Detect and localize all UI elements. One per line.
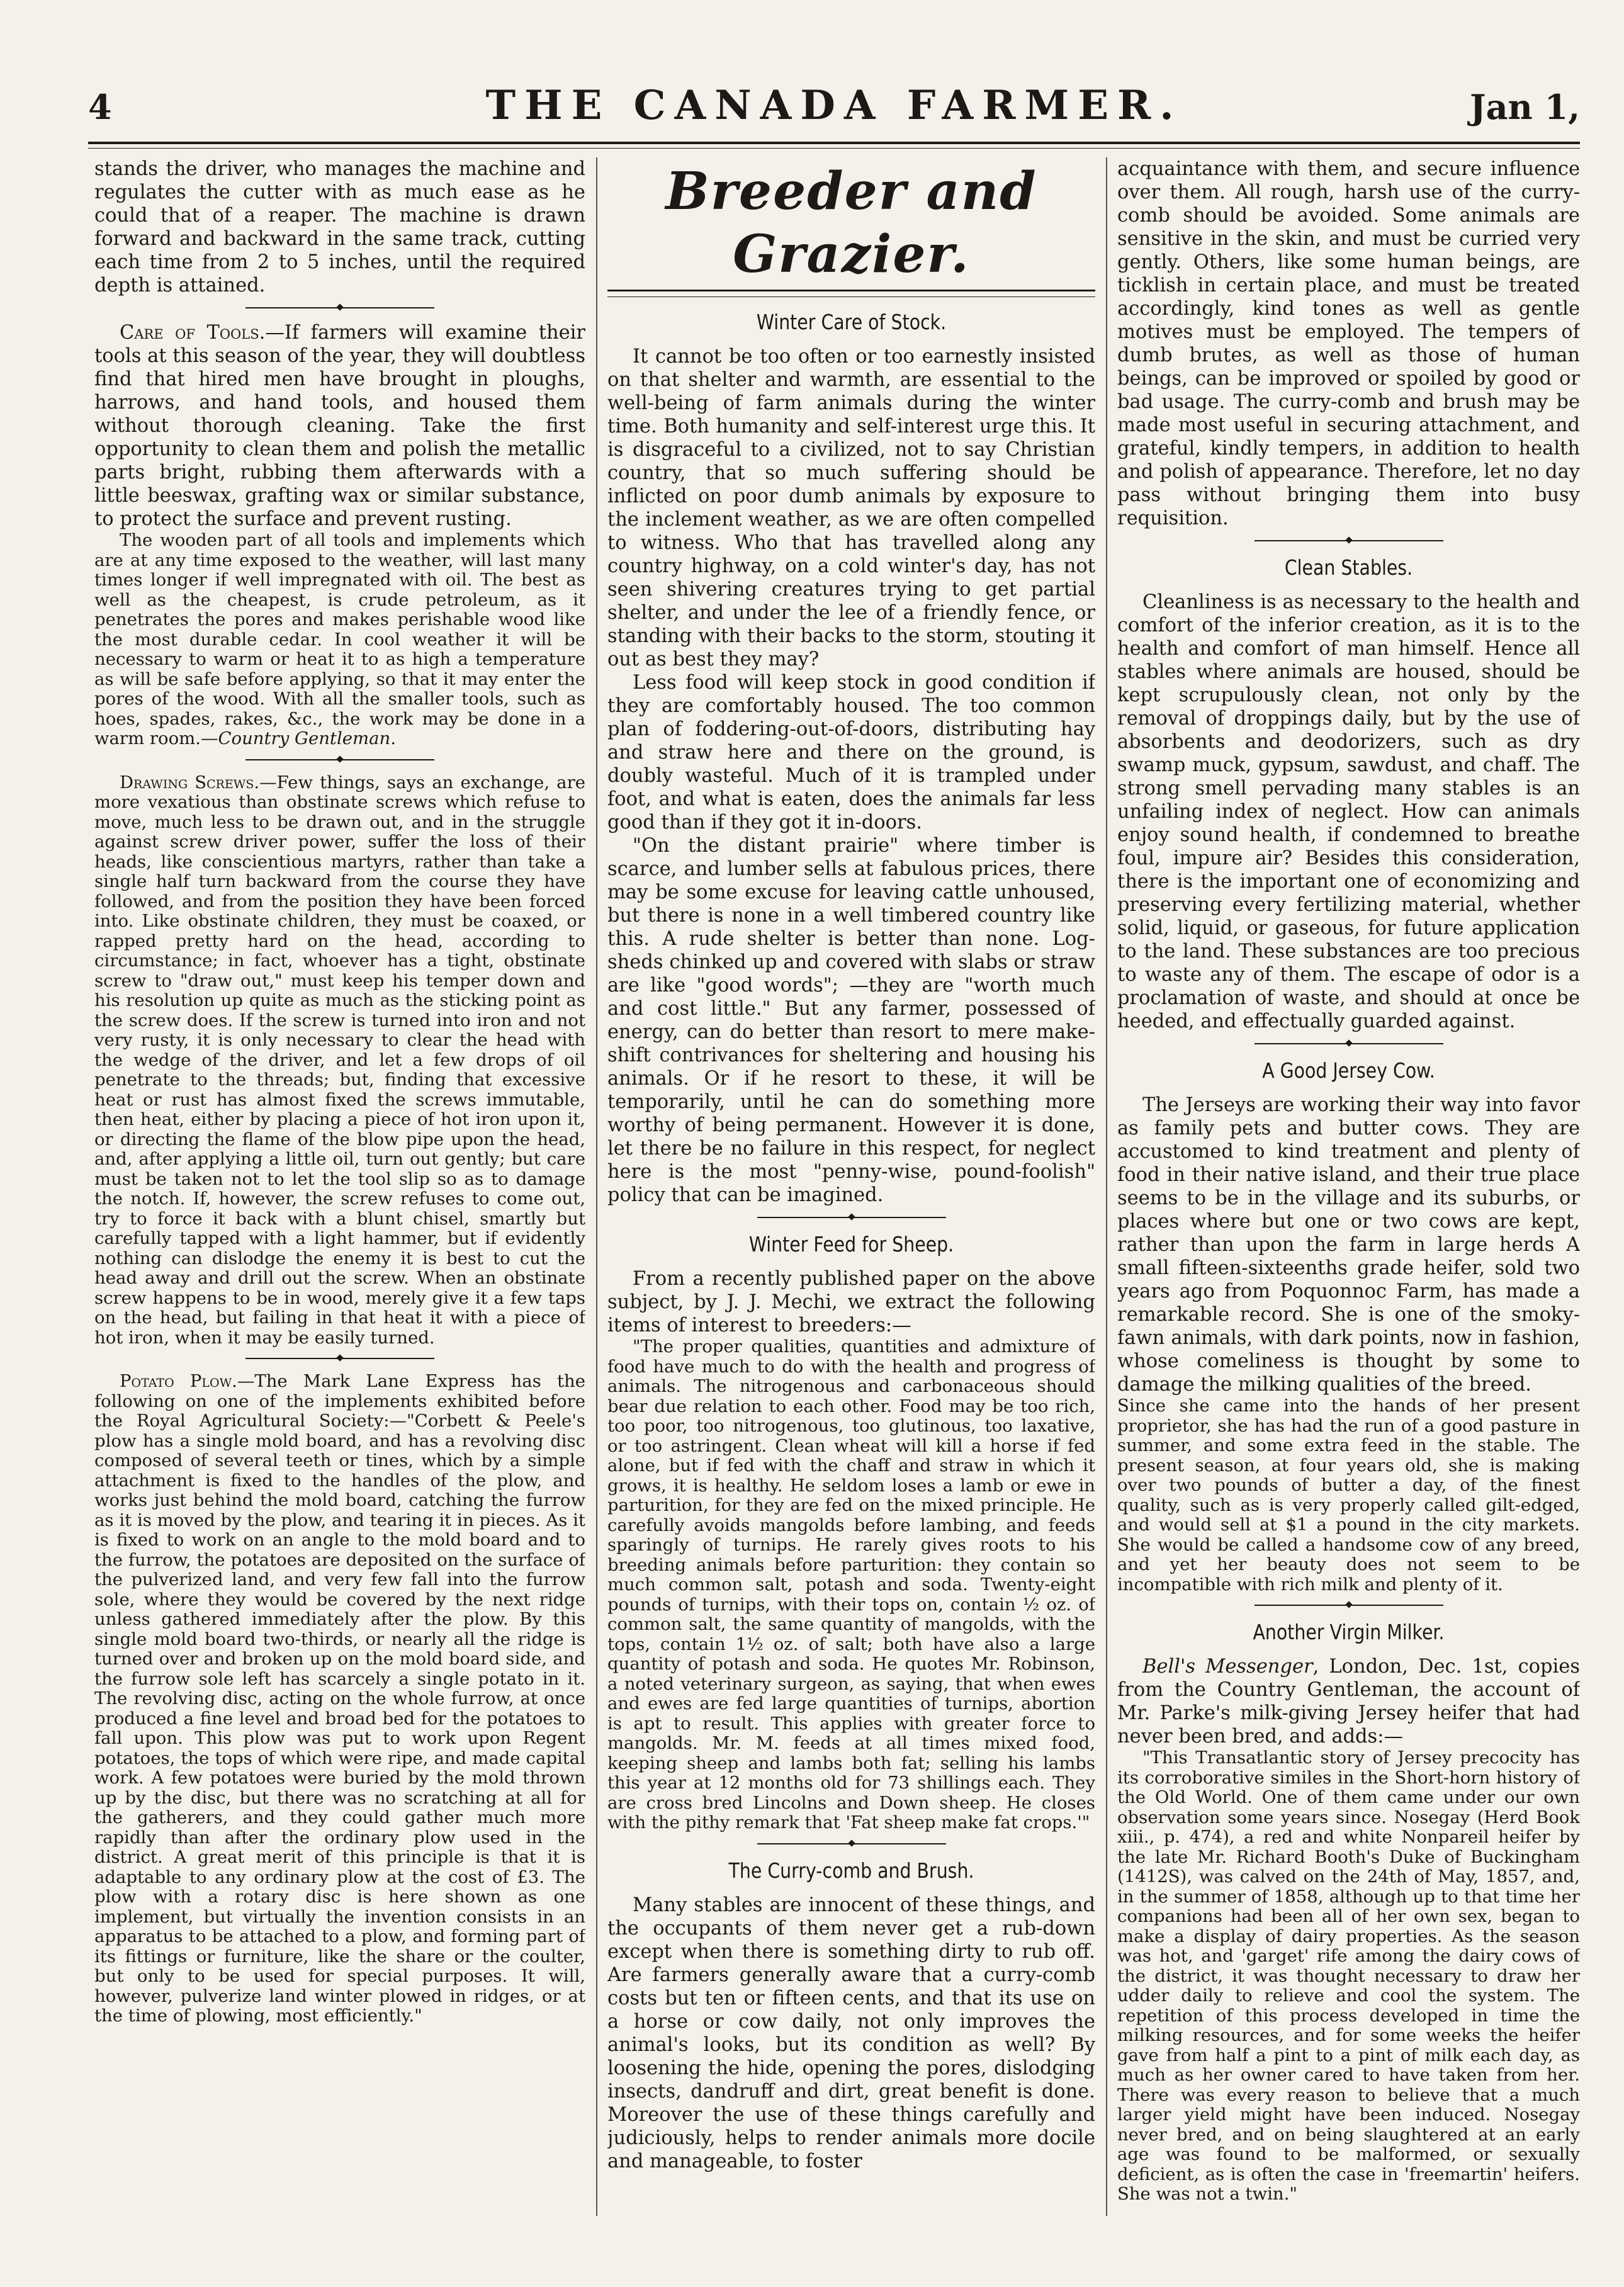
issue-date: Jan 1, xyxy=(1470,87,1580,127)
article-heading: Potato Plow. xyxy=(120,1371,237,1391)
article-separator xyxy=(757,1843,946,1844)
column-2 xyxy=(607,157,1095,2222)
article-body: Since she came into the hands of her present proprietor, she has had the run of a good pasture in summer, and some extra feed in the stable. The present season, at four years old, she is making over two pounds of butter a day, of the finest quality, such as is very properly called gilt-edged, and would sell at $1 a pound in the city markets. She would be called a handsome cow of any breed, and yet her beauty does not seem to be incompatible with rich milk and plenty of it. xyxy=(1117,1396,1580,1595)
section-rule xyxy=(607,290,1095,297)
article-body: From a recently published paper on the above subject, by J. J. Mechi, we extract the following items of interest to breeders:— xyxy=(607,1268,1095,1336)
article-separator xyxy=(245,1358,434,1359)
article-heading: Winter Feed for Sheep. xyxy=(748,1232,954,1256)
article-heading: Winter Care of Stock. xyxy=(756,310,947,334)
article-source: Bell's Messenger xyxy=(1142,1656,1313,1678)
column-divider xyxy=(596,157,597,2216)
article-care-of-tools xyxy=(94,321,585,531)
article-source: Country Gentleman. xyxy=(218,728,396,748)
article-body: The Jerseys are working their way into favor as family pets and butter cows. They are accustomed to kind treatment and plenty of food in their native island, and their true place seems to be in the village and its suburbs, or places where but one or two cows are kept, rather than upon the farm in large herds A small fifteen-sixteenths grade heifer, sold two years ago from Poquonnoc Farm, has made a remarkable record. She is one of the smoky-fawn animals, with dark points, now in fashion, whose comeliness is thought by some to damage the milking qualities of the breed. xyxy=(1117,1094,1580,1396)
article-potato-plow xyxy=(94,1372,585,2026)
article-body: —If farmers will examine their tools at this season of the year, they will doubtless find that hired men have brought in ploughs, harrows, and hand tools, and housed them without thorough cleaning. Take the first opportunity to clean them and polish the metallic parts bright, rubbing them afterwards with a little beeswax, grafting wax or similar substance, to protect the surface and prevent rusting. xyxy=(94,322,585,530)
article-heading: A Good Jersey Cow. xyxy=(1262,1058,1435,1083)
article-heading: The Curry-comb and Brush. xyxy=(728,1858,974,1883)
article-heading: Care of Tools. xyxy=(120,322,266,344)
article-body: "The proper qualities, quantities and admixture of food have much to do with the health and progress of animals. The nitrogenous and carbonaceous should bear due relation to each other. Food may be too rich, too poor, too nitrogenous, too glutinous, too laxative, or too astringent. Clean wheat will kill a horse if fed alone, but if fed with the chaff and straw in which it grows, it is healthy. He seldom loses a lamb or ewe in parturition, for they are fed on the mixed principle. He carefully avoids mangolds before lambing, and feeds sparingly of turnips. He rarely gives roots to his breeding animals before parturition: they contain so much common salt, potash and soda. Twenty-eight pounds of turnips, with their tops on, contain ½ oz. of common salt, the same quantity of mangolds, with the tops, contain 1½ oz. of salt; both have also a large quantity of potash and soda. He quotes Mr. Robinson, a noted veterinary surgeon, as saying, that when ewes and ewes are fed large quantities of turnips, abortion is apt to result. This applies with greater force to mangolds. Mr. M. feeds at all times mixed food, keeping sheep and lambs both fat; selling his lambs this year at 12 months old for 73 shillings each. They are cross bred Lincolns and Down sheep. He closes with the pithy remark that 'Fat sheep make fat crops.'" xyxy=(607,1336,1095,1832)
article-separator xyxy=(757,1217,946,1218)
article-separator xyxy=(245,759,434,760)
article-body: Many stables are innocent of these things, and the occupants of them never get a rub-down except when there is something dirty to rub off. Are farmers generally aware that a curry-comb costs but ten or fifteen cents, and that its use on a horse or cow daily, not only improves the animal's looks, but its condition as well? By loosening the hide, opening the pores, dislodging insects, dandruff and dirt, great benefit is done. Moreover the use of these things carefully and judiciously, helps to render animals more docile and manageable, to foster xyxy=(607,1894,1095,2172)
section-title: Breeder and Grazier. xyxy=(665,161,1037,285)
article-separator xyxy=(245,307,434,308)
masthead xyxy=(88,82,1580,138)
article-body: The wooden part of all tools and implements which are at any time exposed to the weather, will last many times longer if well impregnated with oil. The best as well as the cheapest, is crude petroleum, as it penetrates the pores and makes perishable wood like the most durable cedar. In cool weather it will be necessary to warm or heat it to as high a temperature as will be safe before applying, so that it may enter the pores of the wood. With all the smaller tools, such as hoes, spades, rakes, &c., the work may be done in a warm room.—Country Gentleman. xyxy=(94,530,585,748)
article-separator xyxy=(1255,540,1443,541)
column-1 xyxy=(94,157,585,2222)
quoted-block xyxy=(607,1337,1095,1833)
article-body: "This Transatlantic story of Jersey precocity has its corroborative similes in the Short-horn history of the Old World. One of them came under our own observation some years since. Nosegay (Herd Book xiii., p. 474), a red and white Nonpareil heifer by the late Mr. Richard Booth's Duke of Buckingham (1412S), was calved on the 24th of May, 1857, and, in the summer of 1858, although up to that time her companions had been all of her own sex, began to make a display of dairy properties. As the season was hot, and 'garget' rife among the dairy cows of the district, it was thought necessary to draw her udder daily to relieve and cool the system. The repetition of this process developed in time the milking resources, and for some weeks the heifer gave from half a pint to a pint of milk each day, as much as her owner cared to have taken from her. There was every reason to believe that a much larger yield might have been induced. Nosegay never bred, and on being slaughtered at an early age was found to be malformed, or sexually deficient, as is often the case in 'freemartin' heifers. She was not a twin." xyxy=(1117,1748,1580,2204)
article-heading: Drawing Screws. xyxy=(120,772,260,793)
column-divider xyxy=(1106,157,1107,2216)
page-number: 4 xyxy=(88,87,112,127)
small-print-block xyxy=(1117,1396,1580,1595)
article-separator xyxy=(1255,1605,1443,1606)
article-continuation: acquaintance with them, and secure influence over them. All rough, harsh use of the curry-comb should be avoided. Some animals are sensitive in the skin, and must be curried very gently. Others, like some human beings, are ticklish in certain place, and must be treated accordingly, kind tones as well as gentle motives must be employed. The tempers of dumb brutes, as well as those of human beings, can be improved or spoiled by good or bad usage. The curry-comb and brush may be made most useful in securing attachment, and grateful, kindly tempers, in addition to health and polish of appearance. Therefore, let no day pass without bringing them into busy requisition. xyxy=(1117,158,1580,529)
article-body: Cleanliness is as necessary to the health and comfort of the inferior creation, as it is to the health and comfort of man himself. Hence all stables where animals are housed, should be kept scrupulously clean, not only by the removal of droppings daily, but by the use of absorbents and deodorizers, such as dry swamp muck, gypsum, sawdust, and chaff. The strong smell pervading many stables is an unfailing index of neglect. How can animals enjoy sound health, if condemned to breathe foul, impure air? Besides this consideration, there is the important one of economizing and preserving every fertilizing material, whether solid, liquid, or gaseous, for future application to the land. These substances are too precious to waste any of them. The escape of odor is a proclamation of waste, and should at once be heeded, and effectually guarded against. xyxy=(1117,591,1580,1032)
article-body: It cannot be too often or too earnestly insisted on that shelter and warmth, are essential to the well-being of farm animals during the winter time. Both humanity and self-interest urge this. It is disgraceful to a civilized, not to say Christian country, that so much suffering should be inflicted on poor dumb animals by exposure to the inclement weather, as we are often compelled to witness. Who that has travelled along any country highway, on a cold winter's day, has not seen shivering creatures trying to get partial shelter, and under the lee of a friendly fence, or standing with their backs to the storm, stouting it out as best they may? xyxy=(607,346,1095,670)
paper-title: THE CANADA FARMER. xyxy=(485,82,1183,129)
article-heading: Clean Stables. xyxy=(1284,555,1413,580)
article-body: Less food will keep stock in good condition if they are comfortably housed. The too common plan of foddering-out-of-doors, distributing hay and straw here and there on the ground, is doubly wasteful. Much of it is trampled under foot, and what is eaten, does the animals far less good than if they got it in-doors. xyxy=(607,672,1095,833)
article-drawing-screws xyxy=(94,773,585,1348)
article-body: Bell's Messenger, London, Dec. 1st, copies from the Country Gentleman, the account of Mr. Parke's milk-giving Jersey heifer that had never been bred, and adds:— xyxy=(1117,1656,1580,1748)
small-print-block xyxy=(94,531,585,749)
article-separator xyxy=(1255,1043,1443,1044)
masthead-rule xyxy=(88,142,1580,149)
article-continuation: stands the driver, who manages the machine and regulates the cutter with as much ease as he could that of a reaper. The machine is drawn forward and backward in the same track, cutting each time from 2 to 5 inches, until the required depth is attained. xyxy=(94,158,585,296)
article-body: Drawing Screws.—Few things, says an exchange, are more vexatious than obstinate screws which refuse to move, much less to be drawn out, and in the struggle against screw driver power, suffer the loss of their heads, like conscientious martyrs, rather than take a single half turn backward from the course they have followed, and from the position they have been forced into. Like obstinate children, they must be coaxed, or rapped pretty hard on the head, according to circumstance; in fact, whoever has a tight, obstinate screw to "draw out," must keep his temper down and his resolution up quite as much as the sticking point as the screw does. If the screw is turned into iron and not very rusty, it is only necessary to clear the head with the wedge of the driver, and let a few drops of oil penetrate to the threads; but, finding that excessive heat or rust has almost fixed the screws immutable, then heat, either by placing a piece of hot iron upon it, or directing the flame of the blow pipe upon the head, and, after applying a little oil, turn out gently; but care must be taken not to let the tool slip so as to damage the notch. If, however, the screw refuses to come out, try to force it back with a blunt chisel, smartly but carefully tapped with a light hammer, but if evidently nothing can dislodge the enemy it is best to cut the head away and drill out the screw. When an obstinate screw happens to be in wood, merely give it a few taps on the head, but failing in that heat it with a piece of hot iron, when it may be easily turned. xyxy=(94,772,585,1348)
article-body: "On the distant prairie" where timber is scarce, and lumber sells at fabulous prices, there may be some excuse for leaving cattle unhoused, but there is none in a well timbered country like this. A rude shelter is better than none. Log-sheds chinked up and covered with slabs or straw are like "good words"; —they are "worth much and cost little." But any farmer, possessed of energy, can do better than resort to mere make-shift contrivances for sheltering and housing his animals. Or if he resort to these, it will be temporarily, until he can do something more worthy of being permanent. However it is done, let there be no failure in this respect, for neglect here is the most "penny-wise, pound-foolish" policy that can be imagined. xyxy=(607,835,1095,1206)
column-3 xyxy=(1117,157,1580,2222)
article-heading: Another Virgin Milker. xyxy=(1253,1620,1445,1644)
quoted-block xyxy=(1117,1748,1580,2205)
article-body: Potato Plow.—The Mark Lane Express has the following on one of the implements exhibited before the Royal Agricultural Society:—"Corbett & Peele's plow has a single mold board, and has a revolving disc composed of several teeth or tines, which by a simple attachment is fixed to the handles of the plow, and works just behind the mold board, catching the furrow as it is moved by the plow, and tearing it in pieces. As it is fixed to work on an angle to the mold board and to the furrow, the potatoes are deposited on the surface of the pulverized land, and very few fall into the furrow sole, where they would be covered by the next ridge unless gathered immediately after the plow. By this single mold board two-thirds, or nearly all the ridge is turned over and broken up on the mold board side, and the furrow sole left has scarcely a single potato in it. The revolving disc, acting on the whole furrow, at once produced a fine level and broad bed for the potatoes to fall upon. This plow was put to work upon Regent potatoes, the tops of which were ripe, and made capital work. A few potatoes were buried by the mold thrown up by the disc, but there was no scratching at all for the gatherers, and they could gather much more rapidly than after the ordinary plow used in the district. A great merit of this principle is that it is adaptable to any ordinary plow at the cost of £3. The plow with a rotary disc is here shown as one implement, but virtually the invention consists in an apparatus to be attached to a plow, and forming part of its fittings or furniture, like the share or the coulter, but only to be used for special purposes. It will, however, pulverize land winter plowed in ridges, or at the time of plowing, most efficiently." xyxy=(94,1371,585,2026)
